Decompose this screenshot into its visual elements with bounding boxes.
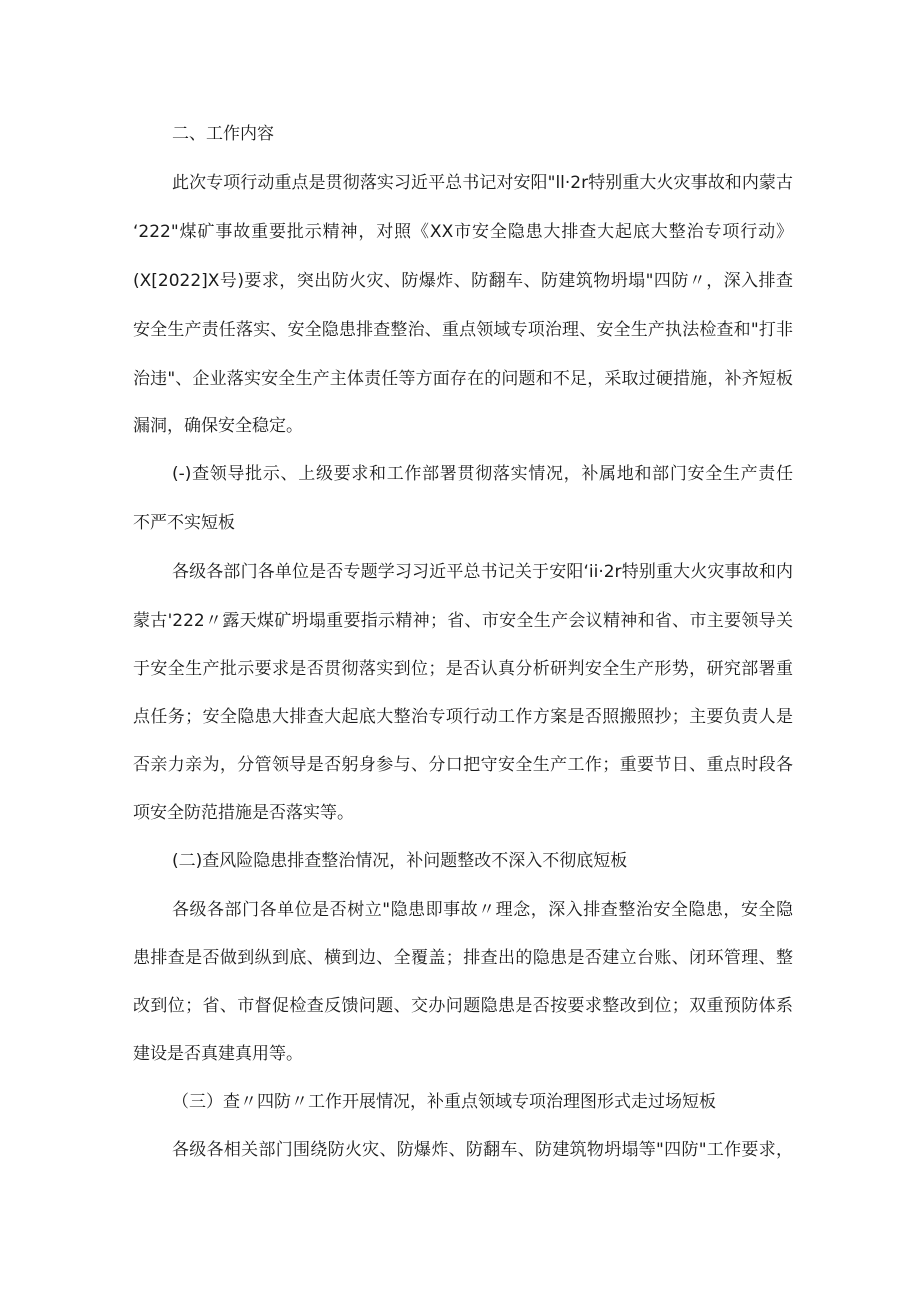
paragraph-line: 点任务；安全隐患大排查大起底大整治专项行动工作方案是否照搬照抄；主要负责人是 (133, 707, 793, 727)
paragraph-line: 改到位；省、市督促检查反馈问题、交办问题隐患是否按要求整改到位；双重预防体系 (133, 996, 793, 1016)
subsection-title: (二)查风险隐患排查整治情况，补问题整改不深入不彻底短板 (172, 851, 628, 871)
paragraph-line: ‘222"煤矿事故重要批示精神，对照《XX市安全隐患大排查大起底大整治专项行动》 (133, 222, 793, 242)
paragraph-line: 治违"、企业落实安全生产主体责任等方面存在的问题和不足，采取过硬措施，补齐短板 (133, 369, 793, 389)
section-heading: 二、工作内容 (172, 124, 274, 144)
paragraph-line: (X[2022]X号)要求，突出防火灾、防爆炸、防翻车、防建筑物坍塌"四防〃，深入排查 (133, 271, 793, 291)
paragraph-line: 此次专项行动重点是贯彻落实习近平总书记对安阳"ll·2r特别重大火灾事故和内蒙古 (172, 173, 793, 193)
paragraph-line: 患排查是否做到纵到底、横到边、全覆盖；排查出的隐患是否建立台账、闭环管理、整 (133, 948, 793, 968)
paragraph-line: 各级各相关部门围绕防火灾、防爆炸、防翻车、防建筑物坍塌等"四防"工作要求， (172, 1140, 793, 1160)
subsection-title: (-)查领导批示、上级要求和工作部署贯彻落实情况，补属地和部门安全生产责任 (172, 464, 793, 484)
paragraph-line: 否亲力亲为，分管领导是否躬身参与、分口把守安全生产工作；重要节日、重点时段各 (133, 755, 793, 775)
paragraph-line: 项安全防范措施是否落实等。 (133, 803, 354, 823)
paragraph-line: 各级各部门各单位是否专题学习习近平总书记关于安阳‘ii·2r特别重大火灾事故和内 (172, 562, 793, 582)
paragraph-line: 蒙古'222〃露天煤矿坍塌重要指示精神；省、市安全生产会议精神和省、市主要领导关 (133, 611, 793, 631)
paragraph-line: 建设是否真建真用等。 (133, 1044, 303, 1064)
paragraph-line: 各级各部门各单位是否树立"隐患即事故〃理念，深入排查整治安全隐患，安全隐 (172, 900, 793, 920)
paragraph-line: 于安全生产批示要求是否贯彻落实到位；是否认真分析研判安全生产形势，研究部署重 (133, 659, 793, 679)
subsection-title: 不严不实短板 (133, 513, 235, 533)
paragraph-line: 漏洞，确保安全稳定。 (133, 416, 303, 436)
paragraph-line: 安全生产责任落实、安全隐患排查整治、重点领域专项治理、安全生产执法检查和"打非 (133, 320, 793, 340)
subsection-title: （三）查〃四防〃工作开展情况，补重点领域专项治理图形式走过场短板 (172, 1092, 716, 1112)
